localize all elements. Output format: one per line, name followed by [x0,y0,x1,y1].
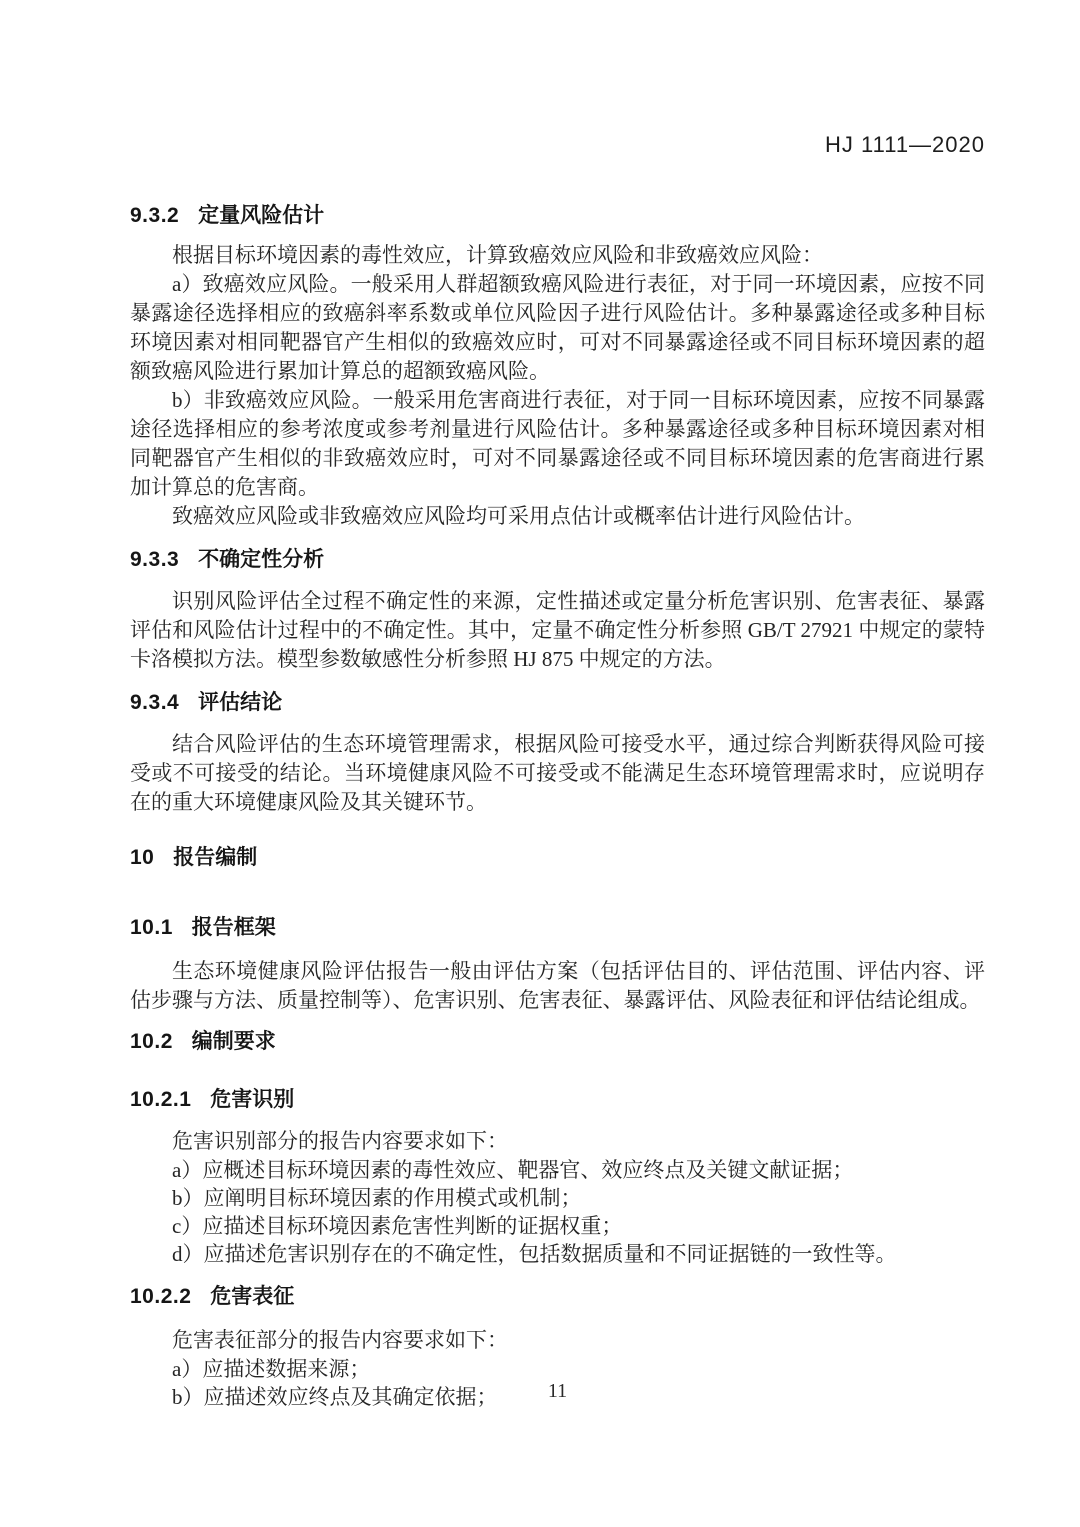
paragraph-933: 识别风险评估全过程不确定性的来源，定性描述或定量分析危害识别、危害表征、暴露评估和风险估计过程中的不确定性。其中，定量不确定性分析参照 GB/T 27921 中规定的蒙特卡洛模拟方法。模型参数敏感性分析参照 HJ 875 中规定的方法。 [130,589,985,671]
list-item-1022-a: a）应描述数据来源； [172,1357,371,1381]
heading-10 [130,843,985,873]
heading-title: 报告框架 [191,916,276,939]
heading-10-2-2 [130,1282,985,1312]
heading-number: 9.3.3 [130,548,180,571]
heading-title: 危害表征 [210,1285,295,1308]
list-item-1021-c: c）应描述目标环境因素危害性判断的证据权重； [172,1214,623,1238]
heading-title: 定量风险估计 [198,204,325,227]
heading-title: 编制要求 [191,1030,276,1053]
paragraph-932-closing: 致癌效应风险或非致癌效应风险均可采用点估计或概率估计进行风险估计。 [172,504,865,528]
heading-number: 10.2.2 [130,1285,192,1308]
doc-number-header: HJ 1111—2020 [825,132,985,157]
heading-title: 危害识别 [210,1088,295,1111]
heading-number: 9.3.4 [130,691,180,714]
paragraph-1022-intro: 危害表征部分的报告内容要求如下： [172,1328,508,1352]
list-item-1021-a: a）应概述目标环境因素的毒性效应、靶器官、效应终点及关键文献证据； [172,1158,854,1182]
heading-title: 报告编制 [173,846,258,869]
heading-9-3-4 [130,688,985,718]
heading-number: 10.1 [130,916,173,939]
list-item-1021-d: d）应描述危害识别存在的不确定性，包括数据质量和不同证据链的一致性等。 [172,1242,897,1266]
paragraph-932-item-a: a）致癌效应风险。一般采用人群超额致癌风险进行表征，对于同一环境因素，应按不同暴露途径选择相应的致癌斜率系数或单位风险因子进行风险估计。多种暴露途径或多种目标环境因素对相同靶器官产生相似的致癌效应时，可对不同暴露途径或不同目标环境因素的超额致癌风险进行累加计算总的超额致癌风险。 [130,272,985,383]
paragraph-1021-intro: 危害识别部分的报告内容要求如下： [172,1129,508,1153]
paragraph-932-item-b: b）非致癌效应风险。一般采用危害商进行表征，对于同一目标环境因素，应按不同暴露途径选择相应的参考浓度或参考剂量进行风险估计。多种暴露途径或多种目标环境因素对相同靶器官产生相似的非致癌效应时，可对不同暴露途径或不同目标环境因素的危害商进行累加计算总的危害商。 [130,388,985,499]
heading-number: 10 [130,846,155,869]
heading-10-2 [130,1027,985,1057]
paragraph-101: 生态环境健康风险评估报告一般由评估方案（包括评估目的、评估范围、评估内容、评估步骤与方法、质量控制等）、危害识别、危害表征、暴露评估、风险表征和评估结论组成。 [130,959,985,1012]
heading-number: 9.3.2 [130,204,180,227]
list-item-1022-b: b）应描述效应终点及其确定依据； [172,1385,498,1409]
heading-title: 评估结论 [198,691,283,714]
heading-9-3-3 [130,545,985,575]
heading-10-1 [130,913,985,943]
heading-9-3-2 [130,201,985,231]
list-item-1021-b: b）应阐明目标环境因素的作用模式或机制； [172,1186,582,1210]
heading-10-2-1 [130,1085,985,1115]
heading-number: 10.2.1 [130,1088,192,1111]
paragraph-934: 结合风险评估的生态环境管理需求，根据风险可接受水平，通过综合判断获得风险可接受或不可接受的结论。当环境健康风险不可接受或不能满足生态环境管理需求时，应说明存在的重大环境健康风险及其关键环节。 [130,732,985,814]
heading-title: 不确定性分析 [198,548,325,571]
page-number: 11 [547,1380,568,1402]
heading-number: 10.2 [130,1030,173,1053]
paragraph-932-intro: 根据目标环境因素的毒性效应，计算致癌效应风险和非致癌效应风险： [172,243,823,267]
